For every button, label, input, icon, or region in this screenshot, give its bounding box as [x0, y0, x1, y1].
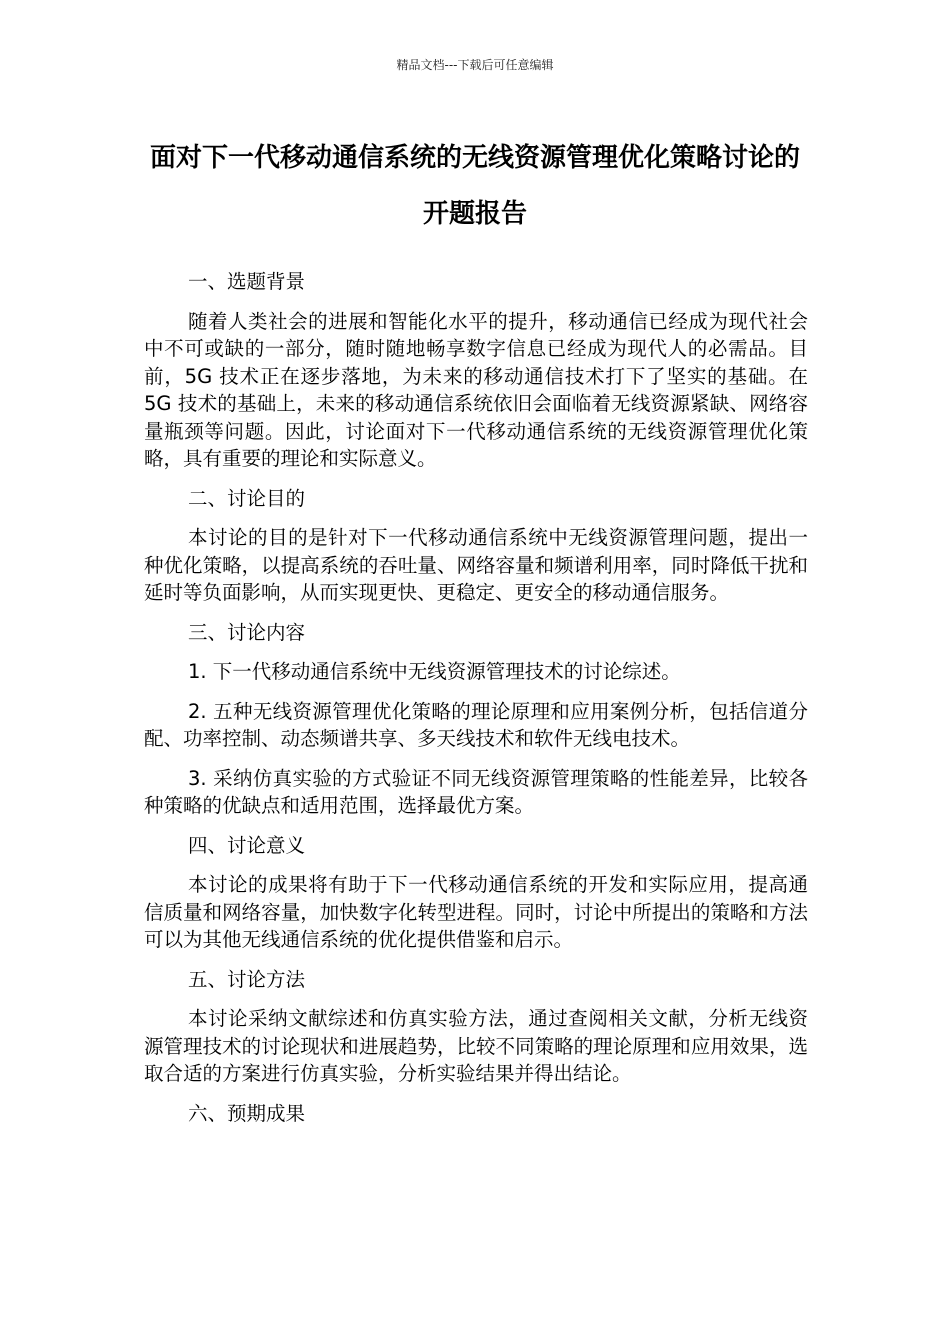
content-list-item: 2. 五种无线资源管理优化策略的理论原理和应用案例分析，包括信道分配、功率控制、动态频谱共享、多天线技术和软件无线电技术。	[144, 699, 808, 750]
page-header: 精品文档---下载后可任意编辑	[396, 58, 554, 72]
section-heading-content: 三、讨论内容	[188, 620, 306, 644]
section-body-method: 本讨论采纳文献综述和仿真实验方法，通过查阅相关文献，分析无线资源管理技术的讨论现状和进展趋势，比较不同策略的理论原理和应用效果，选取合适的方案进行仿真实验，分析实验结果并得出结论。	[144, 1007, 808, 1085]
content-list-item: 3. 采纳仿真实验的方式验证不同无线资源管理策略的性能差异，比较各种策略的优缺点和适用范围，选择最优方案。	[144, 766, 808, 817]
section-body-purpose: 本讨论的目的是针对下一代移动通信系统中无线资源管理问题，提出一种优化策略，以提高系统的吞吐量、网络容量和频谱利用率，同时降低干扰和延时等负面影响，从而实现更快、更稳定、更安全的移动通信服务。	[144, 526, 808, 604]
section-heading-significance: 四、讨论意义	[188, 833, 306, 857]
section-body-background: 随着人类社会的进展和智能化水平的提升，移动通信已经成为现代社会中不可或缺的一部分，随时随地畅享数字信息已经成为现代人的必需品。目前，5G 技术正在逐步落地，为未来的移动通信技术打下了坚实的基础。在 5G 技术的基础上，未来的移动通信系统依旧会面临着无线资源紧缺、网络容量瓶颈等问题。因此，讨论面对下一代移动通信系统的无线资源管理优化策略，具有重要的理论和实际意义。	[144, 309, 808, 470]
section-heading-purpose: 二、讨论目的	[188, 486, 306, 510]
document-title: 面对下一代移动通信系统的无线资源管理优化策略讨论的开题报告	[149, 143, 800, 229]
section-heading-expected-results: 六、预期成果	[188, 1101, 306, 1125]
section-body-significance: 本讨论的成果将有助于下一代移动通信系统的开发和实际应用，提高通信质量和网络容量，加快数字化转型进程。同时，讨论中所提出的策略和方法可以为其他无线通信系统的优化提供借鉴和启示。	[144, 873, 808, 951]
content-list-item: 1. 下一代移动通信系统中无线资源管理技术的讨论综述。	[188, 660, 681, 683]
section-heading-background: 一、选题背景	[188, 270, 306, 293]
section-heading-method: 五、讨论方法	[188, 967, 306, 991]
document-body	[144, 268, 808, 1139]
